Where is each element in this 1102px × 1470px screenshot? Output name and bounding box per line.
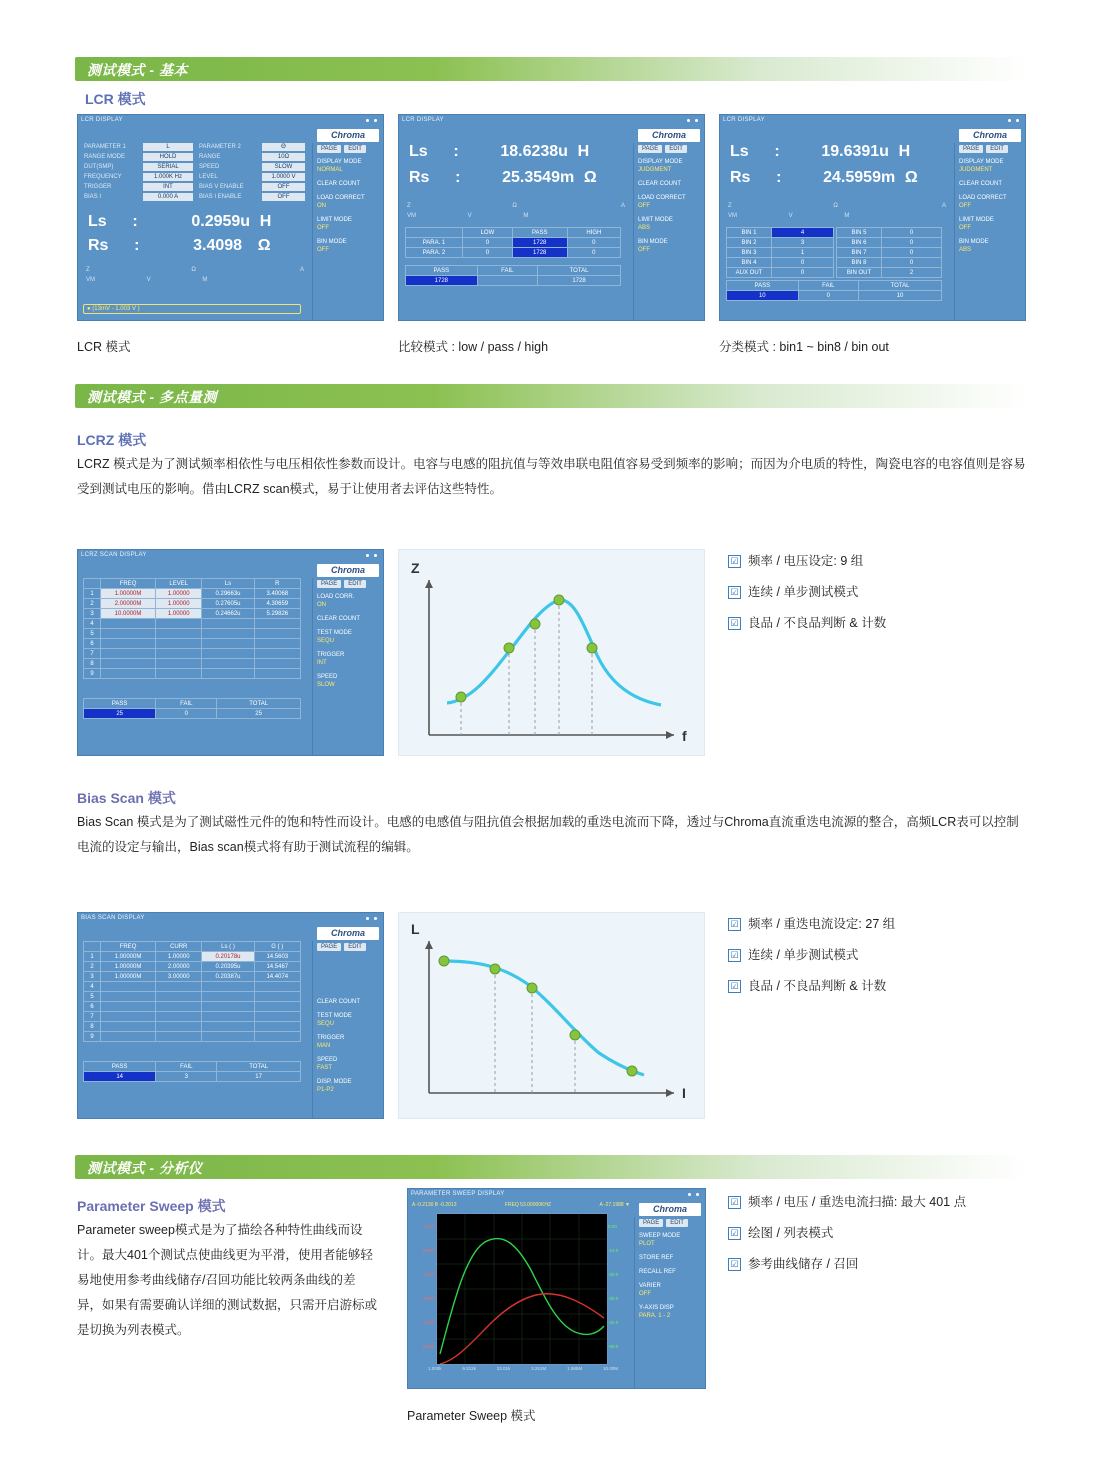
feature-list-bias <box>728 914 895 1007</box>
edit-button[interactable]: EDIT <box>665 145 687 153</box>
table-row: PARA. 1 0 1728 0 <box>406 238 621 248</box>
brand-logo: Chroma <box>959 129 1021 142</box>
edit-button[interactable]: EDIT <box>344 580 366 588</box>
table-row: BIN OUT 2 <box>837 268 942 278</box>
table-row: 5 <box>84 629 301 639</box>
judgment-table: LOW PASS HIGH PARA. 1 0 1728 0 PARA. 2 0 1728 0 <box>405 227 621 258</box>
readout-rs: Rs : 3.4098 Ω <box>88 237 271 254</box>
bin-table-right <box>836 227 942 278</box>
table-row: 4 <box>84 619 301 629</box>
screen-parameter-sweep[interactable] <box>407 1188 706 1389</box>
plot-ylabel: L <box>411 921 420 937</box>
table-row: 1 1.00000M 1.00000 0.20178u 14.5603 <box>84 952 301 962</box>
list-item: ☑ 绘图 / 列表模式 <box>728 1223 966 1241</box>
page-edit-row[interactable] <box>313 578 383 590</box>
softkey-load-correct[interactable]: LOAD CORRECT ON <box>317 195 365 209</box>
right-softkey-panel[interactable] <box>954 143 1025 320</box>
softkey-clear-count[interactable]: CLEAR COUNT <box>959 181 1003 187</box>
page-button[interactable]: PAGE <box>317 580 341 588</box>
table-row: 7 <box>84 1012 301 1022</box>
totals-table: PASS FAIL TOTAL 1728 1728 <box>405 265 621 286</box>
page-edit-row[interactable] <box>313 941 383 953</box>
list-item: ☑ 良品 / 不良品判断 & 计数 <box>728 976 895 994</box>
feature-list-lcrz <box>728 551 886 644</box>
check-icon: ☑ <box>728 1258 741 1271</box>
softkey-display-mode[interactable]: DISPLAY MODE JUDGMENT <box>638 159 683 173</box>
section-title-analyzer: 测试模式 - 分析仪 <box>87 1160 203 1176</box>
list-item: ☑ 频率 / 重迭电流设定: 27 组 <box>728 914 895 932</box>
screen-lcrz-scan[interactable] <box>77 549 384 756</box>
table-row: BIN 7 0 <box>837 248 942 258</box>
footer-units2: VM V M <box>407 213 529 219</box>
list-item: ☑ 连续 / 单步测试模式 <box>728 945 895 963</box>
softkey-load-corr[interactable]: LOAD CORR. ON <box>317 594 355 608</box>
screen-title: PARAMETER SWEEP DISPLAY <box>411 1191 505 1197</box>
softkey-display-mode[interactable]: DISPLAY MODE JUDGMENT <box>959 159 1004 173</box>
softkey-store-ref[interactable]: STORE REF <box>639 1255 674 1261</box>
scan-table[interactable]: FREQ LEVEL Ls R 1 1.00000M 1.00000 0.29663u 3.40068 2 2.00000M 1.00000 0.27605u 4.30659 3 10.0000M 1.00000 0.24662u 5.29826 4 5 6 7 8 9 <box>83 578 301 679</box>
table-row: 6 <box>84 1002 301 1012</box>
softkey-limit-mode[interactable]: LIMIT MODE ABS <box>638 217 673 231</box>
check-icon: ☑ <box>728 980 741 993</box>
caption-lcr-mode: LCR 模式 <box>77 340 131 354</box>
footer-units: Z Ω A <box>407 203 625 209</box>
softkey-load-correct[interactable]: LOAD CORRECT OFF <box>959 195 1007 209</box>
check-icon: ☑ <box>728 555 741 568</box>
footer-units: Z Ω A <box>86 267 304 273</box>
table-row: BIN 4 0 <box>727 258 834 268</box>
parameter-table: PARAMETER 1 L PARAMETER 2 Θ RANGE MODE HOLD RANGE 10Ω DUT(SMP) SERIAL SPEED SLOW FREQUENCY 1.000K Hz LEVEL 1.0000 V TRIGGER INT BIAS V ENABLE OFF BIAS I 0.000 A BIAS I ENABLE OFF <box>83 141 305 203</box>
softkey-limit-mode[interactable]: LIMIT MODE OFF <box>959 217 994 231</box>
page-button[interactable]: PAGE <box>638 145 662 153</box>
softkey-clear-count[interactable]: CLEAR COUNT <box>317 181 361 187</box>
softkey-bin-mode[interactable]: BIN MODE ABS <box>959 239 989 253</box>
page-edit-row[interactable] <box>635 1217 705 1229</box>
list-item: ☑ 良品 / 不良品判断 & 计数 <box>728 613 886 631</box>
brand-logo: Chroma <box>317 927 379 940</box>
heading-sweep: Parameter Sweep 模式 <box>77 1198 226 1214</box>
screen-lcr-mode[interactable] <box>77 114 384 321</box>
table-row: 6 <box>84 639 301 649</box>
softkey-disp-mode[interactable]: DISP. MODE P1-P2 <box>317 1079 352 1093</box>
table-row: BIN 3 1 <box>727 248 834 258</box>
totals-table: PASS FAIL TOTAL 25 0 25 <box>83 698 301 719</box>
check-icon: ☑ <box>728 1227 741 1240</box>
softkey-bin-mode[interactable]: BIN MODE OFF <box>317 239 347 253</box>
softkey-varier[interactable]: VARIER OFF <box>639 1283 661 1297</box>
edit-button[interactable]: EDIT <box>344 943 366 951</box>
table-row: 2 1.00000M 2.00000 0.20395u 14.5467 <box>84 962 301 972</box>
page-button[interactable]: PAGE <box>317 145 341 153</box>
table-row: 3 1.00000M 3.00000 0.20387u 14.4074 <box>84 972 301 982</box>
sweep-graph <box>436 1213 608 1365</box>
sweep-xlabels: 1.000k 9.312k 33.01k 3.251M 1.585M 10.00M <box>428 1366 618 1371</box>
plot-xlabel: I <box>682 1085 686 1101</box>
table-row: 9 <box>84 669 301 679</box>
softkey-bin-mode[interactable]: BIN MODE OFF <box>638 239 668 253</box>
plot-xlabel: f <box>682 728 687 744</box>
screen-title: BIAS SCAN DISPLAY <box>81 915 145 921</box>
section-bar-basic <box>75 57 1027 81</box>
paragraph-lcrz: LCRZ 模式是为了测试频率相依性与电压相依性参数而设计。电容与电感的阻抗值与等效串联电阻值容易受到频率的影响；而因为介电质的特性，陶瓷电容的电容值则是容易受到测试电压的影响。借由LCRZ scan模式，易于让使用者去评估这些特性。 <box>77 457 1026 496</box>
table-row: BIN 5 0 <box>837 228 942 238</box>
scan-table[interactable]: FREQ CURR Ls ( ) G ( ) 1 1.00000M 1.00000 0.20178u 14.5603 2 1.00000M 2.00000 0.20395u 14.5467 3 1.00000M 3.00000 0.20387u 14.4074 4 5 6 7 8 9 <box>83 941 301 1042</box>
softkey-sweep-mode[interactable]: SWEEP MODE PLOT <box>639 1233 681 1247</box>
screen-title: LCR DISPLAY <box>402 117 444 123</box>
softkey-trigger[interactable]: TRIGGER MAN <box>317 1035 345 1049</box>
table-row: BIN 6 0 <box>837 238 942 248</box>
right-softkey-panel[interactable] <box>312 941 383 1118</box>
brand-logo: Chroma <box>638 129 700 142</box>
list-item: ☑ 参考曲线储存 / 召回 <box>728 1254 966 1272</box>
readout-ls: Ls : 19.6391u H <box>730 143 911 160</box>
page-button[interactable]: PAGE <box>959 145 983 153</box>
softkey-trigger[interactable]: TRIGGER INT <box>317 652 345 666</box>
softkey-clear-count[interactable]: CLEAR COUNT <box>317 616 361 622</box>
list-item: ☑ 连续 / 单步测试模式 <box>728 582 886 600</box>
check-icon: ☑ <box>728 918 741 931</box>
right-softkey-panel[interactable] <box>312 143 383 320</box>
edit-button[interactable]: EDIT <box>344 145 366 153</box>
table-row: 8 <box>84 1022 301 1032</box>
section-bar-multipoint <box>75 384 1027 408</box>
right-softkey-panel[interactable] <box>312 578 383 755</box>
plot-l-vs-i <box>398 912 705 1119</box>
table-row: BIN 2 3 <box>727 238 834 248</box>
section-title-basic: 测试模式 - 基本 <box>87 62 188 78</box>
caption-sweep: Parameter Sweep 模式 <box>407 1409 536 1423</box>
caption-compare-mode: 比较模式 : low / pass / high <box>398 340 549 354</box>
softkey-clear-count[interactable]: CLEAR COUNT <box>638 181 682 187</box>
list-item: ☑ 频率 / 电压设定: 9 组 <box>728 551 886 569</box>
softkey-limit-mode[interactable]: LIMIT MODE OFF <box>317 217 352 231</box>
page-edit-row[interactable] <box>634 143 704 155</box>
plot-z-vs-f <box>398 549 705 756</box>
softkey-speed[interactable]: SPEED FAST <box>317 1057 338 1071</box>
heading-lcrz: LCRZ 模式 <box>77 432 147 448</box>
heading-bias-scan: Bias Scan 模式 <box>77 790 176 806</box>
screen-title: LCR DISPLAY <box>81 117 123 123</box>
page-edit-row[interactable] <box>313 143 383 155</box>
softkey-test-mode[interactable]: TEST MODE SEQU <box>317 1013 352 1027</box>
screen-compare-mode[interactable] <box>398 114 705 321</box>
readout-rs: Rs : 25.3549m Ω <box>409 169 597 186</box>
edit-button[interactable]: EDIT <box>986 145 1008 153</box>
brand-logo: Chroma <box>639 1203 701 1216</box>
footer-units: Z Ω A <box>728 203 946 209</box>
plot-svg <box>399 913 704 1118</box>
paragraph-sweep: Parameter sweep模式是为了描绘各种特性曲线而设计。最大401个测试点使曲线更为平滑，使用者能够轻易地使用参考曲线储存/召回功能比较两条曲线的差异，如果有需要确认详细的测试数据，只需开启游标或是切换为列表模式。 <box>77 1223 378 1337</box>
softkey-speed[interactable]: SPEED SLOW <box>317 674 338 688</box>
table-row: 9 <box>84 1032 301 1042</box>
check-icon: ☑ <box>728 586 741 599</box>
table-row: 1 1.00000M 1.00000 0.29663u 3.40068 <box>84 589 301 599</box>
section-title-multipoint: 测试模式 - 多点量测 <box>87 389 217 405</box>
check-icon: ☑ <box>728 1196 741 1209</box>
readout-ls: Ls : 0.2959u H <box>88 213 272 230</box>
check-icon: ☑ <box>728 949 741 962</box>
softkey-y-axis-disp[interactable]: Y-AXIS DISP PARA. 1 - 2 <box>639 1305 674 1319</box>
screen-title: LCR DISPLAY <box>723 117 765 123</box>
caption-bin-mode: 分类模式 : bin1 ~ bin8 / bin out <box>719 340 889 354</box>
softkey-clear-count[interactable]: CLEAR COUNT <box>317 999 361 1005</box>
table-row: 5 <box>84 992 301 1002</box>
readout-rs: Rs : 24.5959m Ω <box>730 169 918 186</box>
plot-svg <box>399 550 704 755</box>
softkey-test-mode[interactable]: TEST MODE SEQU <box>317 630 352 644</box>
brand-logo: Chroma <box>317 564 379 577</box>
status-bar: ● (13mV - 1.003 V ) <box>83 304 301 314</box>
screen-bias-scan[interactable] <box>77 912 384 1119</box>
page-button[interactable]: PAGE <box>639 1219 663 1227</box>
plot-ylabel: Z <box>411 560 420 576</box>
totals-table: PASS FAIL TOTAL 10 0 10 <box>726 280 942 301</box>
check-icon: ☑ <box>728 617 741 630</box>
right-softkey-panel[interactable] <box>634 1217 705 1388</box>
table-row: PARA. 2 0 1728 0 <box>406 248 621 258</box>
totals-table: PASS FAIL TOTAL 14 3 17 <box>83 1061 301 1082</box>
table-row: 8 <box>84 659 301 669</box>
table-row: AUX OUT 0 <box>727 268 834 278</box>
section-bar-analyzer <box>75 1155 1027 1179</box>
right-softkey-panel[interactable] <box>633 143 704 320</box>
sweep-ylabels-left: 12.00 9.600 7.200 4.800 2.300 0.000 <box>422 1224 434 1349</box>
bin-table-left <box>726 227 834 278</box>
table-row: BIN 8 0 <box>837 258 942 268</box>
softkey-display-mode[interactable]: DISPLAY MODE NORMAL <box>317 159 362 173</box>
paragraph-bias-scan: Bias Scan 模式是为了测试磁性元件的饱和特性而设计。电感的电感值与阻抗值会根据加载的重迭电流而下降，透过与Chroma直流重迭电流源的整合，高频LCR表可以控制电流的设定与输出，Bias scan模式将有助于测试流程的编辑。 <box>77 815 1019 854</box>
list-item: ☑ 频率 / 电压 / 重迭电流扫描: 最大 401 点 <box>728 1192 966 1210</box>
heading-lcr: LCR 模式 <box>85 91 146 107</box>
footer-units2: VM V M <box>728 213 850 219</box>
footer-units2: VM V M <box>86 277 208 283</box>
table-row: 7 <box>84 649 301 659</box>
screen-title: LCRZ SCAN DISPLAY <box>81 552 147 558</box>
screen-bin-mode[interactable] <box>719 114 1026 321</box>
table-row: 2 2.00000M 1.00000 0.27605u 4.30659 <box>84 599 301 609</box>
page-button[interactable]: PAGE <box>317 943 341 951</box>
brand-logo: Chroma <box>317 129 379 142</box>
table-row: 3 10.0000M 1.00000 0.24662u 5.29826 <box>84 609 301 619</box>
table-row: 4 <box>84 982 301 992</box>
sweep-ylabels-right: 0.00 -10.0 -20.0 -30.0 -40.0 -50.0 <box>608 1224 619 1349</box>
sweep-topinfo: A -0.2130 B -0.2013 FREQ 53.00000KHZ A -27.1988 ▼ <box>412 1202 630 1208</box>
softkey-load-correct[interactable]: LOAD CORRECT OFF <box>638 195 686 209</box>
table-row: BIN 1 4 <box>727 228 834 238</box>
edit-button[interactable]: EDIT <box>666 1219 688 1227</box>
feature-list-sweep <box>728 1192 966 1285</box>
readout-ls: Ls : 18.6238u H <box>409 143 590 160</box>
page-edit-row[interactable] <box>955 143 1025 155</box>
softkey-recall-ref[interactable]: RECALL REF <box>639 1269 676 1275</box>
